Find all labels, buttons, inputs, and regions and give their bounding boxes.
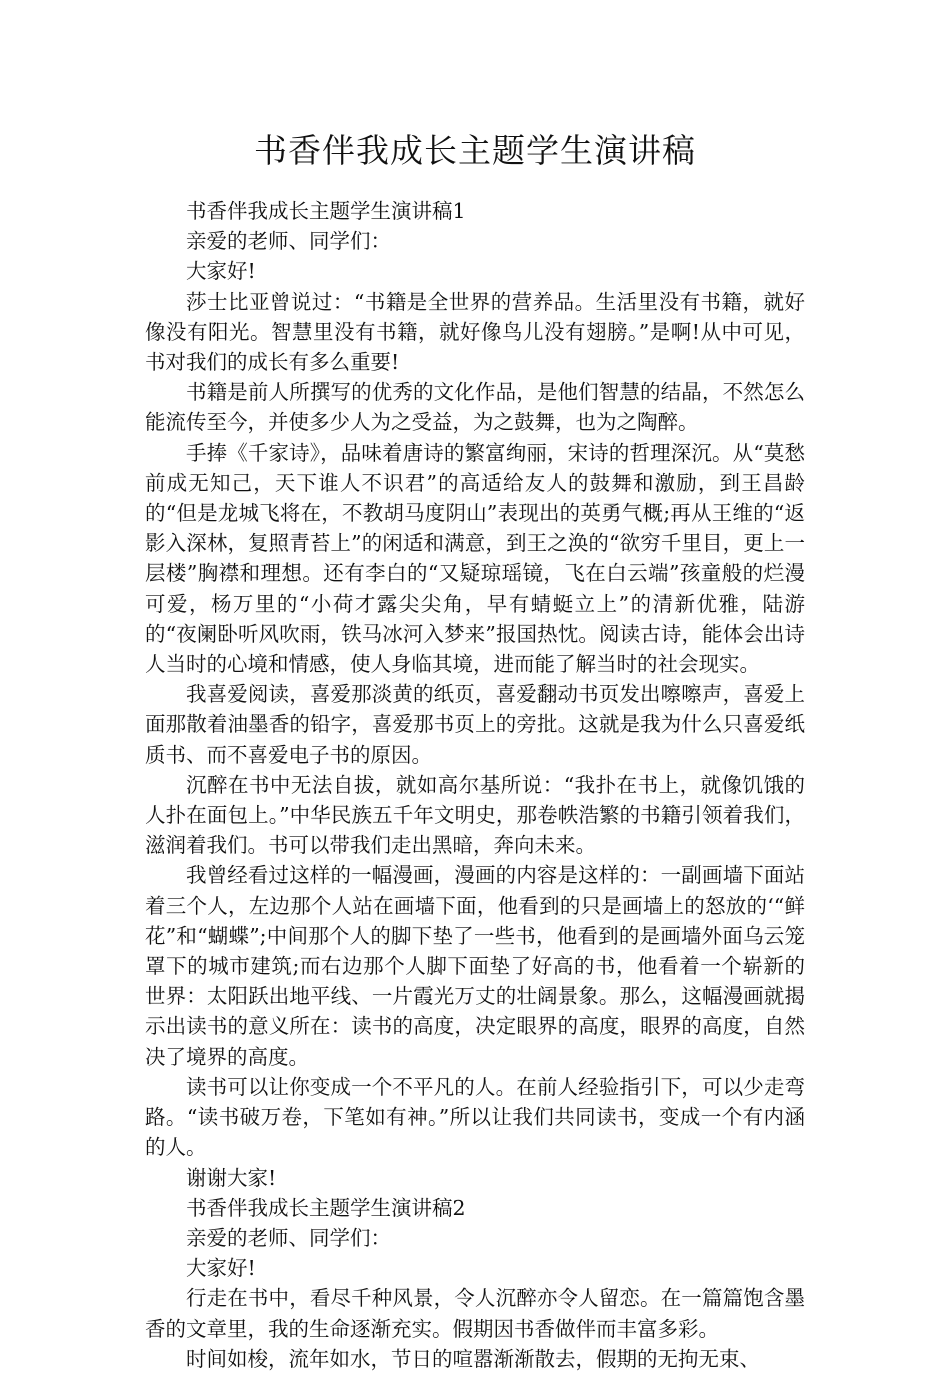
paragraph-walking-in-books: 行走在书中，看尽千种风景，令人沉醉亦令人留恋。在一篇篇饱含墨香的文章里，我的生命逐渐充实。假期因书香做伴而丰富多彩。	[145, 1286, 805, 1341]
paragraph-shakespeare: 莎士比亚曾说过：“书籍是全世界的营养品。生活里没有书籍，就好像没有阳光。智慧里没有书籍，就好像鸟儿没有翅膀。”是啊!从中可见，书对我们的成长有多么重要!	[145, 289, 805, 375]
paragraph-greeting-teachers: 亲爱的老师、同学们：	[186, 229, 391, 254]
paragraph-greeting-all-2: 大家好!	[186, 1256, 256, 1281]
document-title: 书香伴我成长主题学生演讲稿	[254, 131, 696, 170]
paragraph-greeting-all: 大家好!	[186, 259, 256, 284]
paragraph-greeting-teachers-2: 亲爱的老师、同学们：	[186, 1225, 391, 1250]
paragraph-speech1-heading: 书香伴我成长主题学生演讲稿1	[186, 199, 466, 223]
paragraph-poetry: 手捧《千家诗》，品味着唐诗的繁富绚丽，宋诗的哲理深沉。从“莫愁前成无知己，天下谁人不识君”的高适给友人的鼓舞和激励，到王昌龄的“但是龙城飞将在，不教胡马度阴山”表现出的英勇气概;再从王维的“返影入深林，复照青苔上”的闲适和满意，到王之涣的“欲穷千里目，更上一层楼”胸襟和理想。还有李白的“又疑琼瑶镜，飞在白云端”孩童般的烂漫可爱，杨万里的“小荷才露尖尖角，早有蜻蜓立上”的清新优雅，陆游的“夜阑卧听风吹雨，铁马冰河入梦来”报国热忱。阅读古诗，能体会出诗人当时的心境和情感，使人身临其境，进而能了解当时的社会现实。	[145, 440, 805, 677]
paragraph-extraordinary: 读书可以让你变成一个不平凡的人。在前人经验指引下，可以少走弯路。“读书破万卷，下笔如有神。”所以让我们共同读书，变成一个有内涵的人。	[145, 1074, 805, 1160]
paragraph-books-works: 书籍是前人所撰写的优秀的文化作品，是他们智慧的结晶，不然怎么能流传至今，并使多少人为之受益，为之鼓舞，也为之陶醉。	[145, 380, 805, 435]
paragraph-time-flies: 时间如梭，流年如水，节日的喧嚣渐渐散去，假期的无拘无束、	[186, 1346, 760, 1371]
paragraph-speech2-heading: 书香伴我成长主题学生演讲稿2	[186, 1195, 466, 1220]
paragraph-thanks: 谢谢大家!	[186, 1165, 277, 1190]
paragraph-cartoon: 我曾经看过这样的一幅漫画，漫画的内容是这样的：一副画墙下面站着三个人，左边那个人站在画墙下面，他看到的只是画墙上的怒放的‘“鲜花”和“蝴蝶”;中间那个人的脚下垫了一些书，他看到的是画墙外面乌云笼罩下的城市建筑;而右边那个人脚下面垫了好高的书，他看着一个崭新的世界：太阳跃出地平线、一片霞光万丈的壮阔景象。那么，这幅漫画就揭示出读书的意义所在：读书的高度，决定眼界的高度，眼界的高度，自然决了境界的高度。	[145, 863, 805, 1069]
document-body	[145, 196, 805, 1374]
paragraph-love-reading: 我喜爱阅读，喜爱那淡黄的纸页，喜爱翻动书页发出嚓嚓声，喜爱上面那散着油墨香的铅字，喜爱那书页上的旁批。这就是我为什么只喜爱纸质书、而不喜爱电子书的原因。	[145, 682, 805, 767]
paragraph-gorky: 沉醉在书中无法自拔，就如高尔基所说：“我扑在书上，就像饥饿的人扑在面包上。”中华民族五千年文明史，那卷帙浩繁的书籍引领着我们，滋润着我们。书可以带我们走出黑暗，奔向未来。	[145, 772, 805, 858]
